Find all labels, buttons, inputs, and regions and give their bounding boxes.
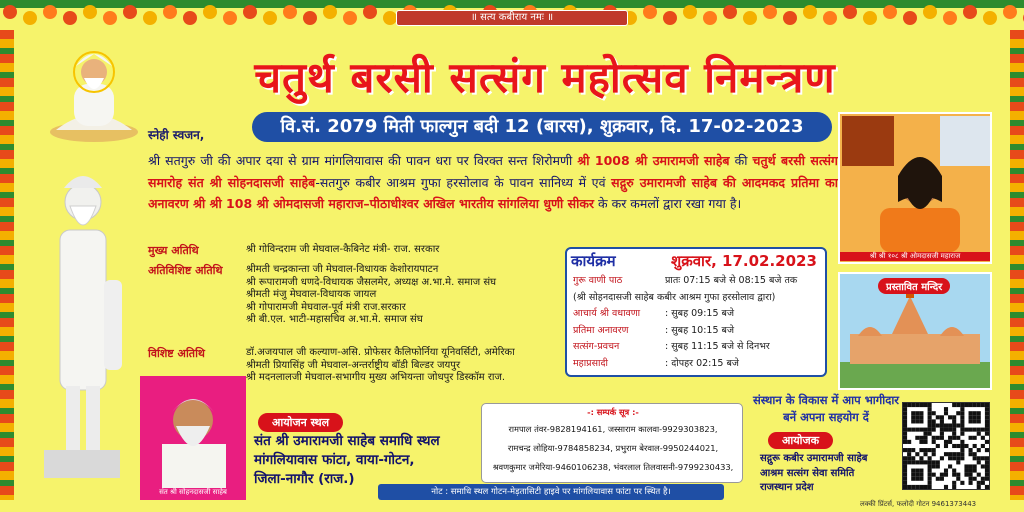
venue-address (254, 432, 474, 489)
contact-heading: -: सम्पर्क सूत्र :- (587, 407, 639, 417)
list-item: श्री गोपारामजी मेघवाल-पूर्व मंत्री राज.सरकार (246, 301, 406, 313)
body-highlight-1: श्री 1008 श्री उमारामजी साहेब (577, 153, 730, 168)
sohandas-photo (140, 376, 246, 500)
omdas-photo-panel (838, 112, 992, 264)
location-note: नोट : समाधि स्थल गोटन-मेड़तासिटी हाइवे पर मांगलियावास फांटा पर स्थित है। (378, 484, 724, 500)
program-time: प्रातः 07:15 बजे से 08:15 बजे तक (665, 275, 798, 286)
temple-label: प्रस्तावित मन्दिर (878, 278, 950, 294)
body-text-4: के कर कमलों द्वारा रखा गया है। (598, 196, 742, 211)
page-title: चतुर्थ बरसी सत्संग महोत्सव निमन्त्रण (254, 53, 836, 102)
left-garland (0, 30, 14, 500)
program-time: (श्री सोहनदासजी साहेब कबीर आश्रम गुफा हरसोलाव द्वारा) (573, 291, 776, 303)
program-row (573, 323, 734, 336)
list-item: सद्गुरू कबीर उमारामजी साहेब (760, 453, 868, 464)
chief-guest-label: मुख्य अतिथि (148, 244, 199, 257)
program-heading: कार्यक्रम (571, 252, 616, 270)
program-row (573, 339, 770, 352)
list-item: श्री रूपारामजी धणदे-विधायक जैसलमेर, अध्यक्ष अ.भा.मे. समाज संघ (246, 276, 497, 288)
list-item: संत श्री उमारामजी साहेब समाधि स्थल (254, 433, 440, 449)
list-item: श्री गोविन्दराम जी मेघवाल-कैबिनेट मंत्री- राज. सरकार (246, 244, 440, 255)
kabir-portrait-icon (46, 40, 142, 142)
program-row (573, 306, 734, 319)
list-item: राजस्थान प्रदेश (760, 482, 814, 493)
list-item: श्री बी.एल. भाटी-महासचिव अ.भा.मे. समाज संघ (246, 314, 423, 325)
list-item: आश्रम सत्संग सेवा समिति (760, 467, 855, 479)
list-item: श्रीमती प्रियासिंह जी मेघवाल-अन्तर्राष्ट्रीय बॉडी बिल्डर जयपुर (246, 359, 461, 371)
date-banner: वि.सं. 2079 मिती फाल्गुन बदी 12 (बारस), शुक्रवार, दि. 17-02-2023 (252, 112, 832, 142)
qr-code-icon[interactable] (902, 402, 990, 490)
list-item: श्री मदनलालजी मेघवाल-सभागीय मुख्य अभियन्ता जोधपुर डिस्कॉम राज. (246, 372, 506, 383)
program-time: : सुबह 10:15 बजे (665, 324, 735, 336)
list-item: श्रीमती मंजु मेघवाल-विधायक जायल (246, 289, 377, 300)
body-text-1: श्री सतगुरु जी की अपार दया से ग्राम मांगलियावास की पावन धरा पर विरक्त सन्त शिरोमणी (148, 153, 573, 168)
program-item: महाप्रसादी (573, 357, 608, 369)
program-date: शुक्रवार, 17.02.2023 (671, 252, 817, 270)
statue-image (30, 160, 134, 478)
right-garland (1010, 30, 1024, 500)
special-guest-label: अतिविशिष्ट अतिथि (148, 264, 223, 277)
invitation-body (148, 150, 838, 215)
contact-line: श्रवणकुमार जमेरिया-9460106238, भंवरलाल तिलवासनी-9799230433, (492, 462, 734, 472)
greeting: स्नेही स्वजन, (148, 128, 205, 142)
venue-label: आयोजन स्थल (258, 413, 343, 432)
chief-guest-list (246, 244, 439, 257)
support-appeal: संस्थान के विकास में आप भागीदार बनें अपना सहयोग दें (753, 393, 899, 424)
contact-box (481, 403, 743, 483)
top-invocation: ॥ सत्य कबीराय नमः ॥ (396, 10, 628, 26)
organiser-details (760, 452, 910, 496)
program-row (573, 290, 775, 303)
body-text-2: की (734, 153, 748, 168)
special-guest-list (246, 264, 496, 327)
contact-line: रामचन्द्र लोहिया-9784858234, प्रभुराम बेरवाल-9950244021, (507, 443, 719, 453)
program-time: : सुबह 11:15 बजे से दिनभर (665, 341, 770, 352)
printer-credit: लक्की प्रिंटर्स, फलोदी गोटन 9461373443 (860, 500, 977, 508)
list-item: मांगलियावास फांटा, वाया-गोटन, (254, 452, 415, 468)
program-box (565, 247, 827, 377)
distinct-guest-label: विशिष्ट अतिथि (148, 347, 205, 360)
program-time: : सुबह 09:15 बजे (665, 308, 735, 319)
list-item: श्रीमती चन्द्रकान्ता जी मेघवाल-विधायक केशोरायपाटन (246, 264, 439, 275)
list-item: डॉ.अजयपाल जी कल्याण-असि. प्रोफेसर कैलिफोर्निया यूनिवर्सिटी, अमेरिका (246, 347, 515, 358)
program-row (573, 273, 797, 286)
omdas-caption: श्री श्री १०८ श्री ओमदासजी महाराज (840, 252, 990, 261)
program-item: प्रतिमा अनावरण (573, 324, 629, 336)
program-row (573, 356, 739, 369)
program-item: गुरू वाणी पाठ (573, 275, 623, 286)
organiser-label: आयोजक (768, 432, 833, 449)
distinct-guest-list (246, 347, 515, 385)
omdas-portrait (870, 142, 970, 252)
list-item: जिला-नागौर (राज.) (254, 471, 355, 487)
program-item: आचार्य श्री वधावणा (573, 308, 641, 319)
body-highlight-2: चतुर्थ बरसी सत्संग समारोह संत श्री सोहनदासजी साहेब (148, 153, 838, 190)
contact-line: रामपाल तंवर-9828194161, जस्साराम कालवा-9929303823, (508, 424, 718, 434)
program-item: सत्संग-प्रवचन (573, 341, 620, 352)
body-text-3: -सतगुरु कबीर आश्रम गुफा हरसोलाव के पावन सानिध्य में एवं (315, 174, 606, 190)
body-highlight-3: सद्गुरु उमारामजी साहेब की आदमकद प्रतिमा का अनावरण श्री श्री 108 श्री ओमदासजी महाराज–पीठाधीश्वर अखिल भारतीय सांगलिया धुणी सीकर (148, 174, 838, 211)
program-time: : दोपहर 02:15 बजे (665, 357, 739, 369)
sohandas-caption: संत श्री सोहनदासजी साहेब (140, 488, 246, 497)
